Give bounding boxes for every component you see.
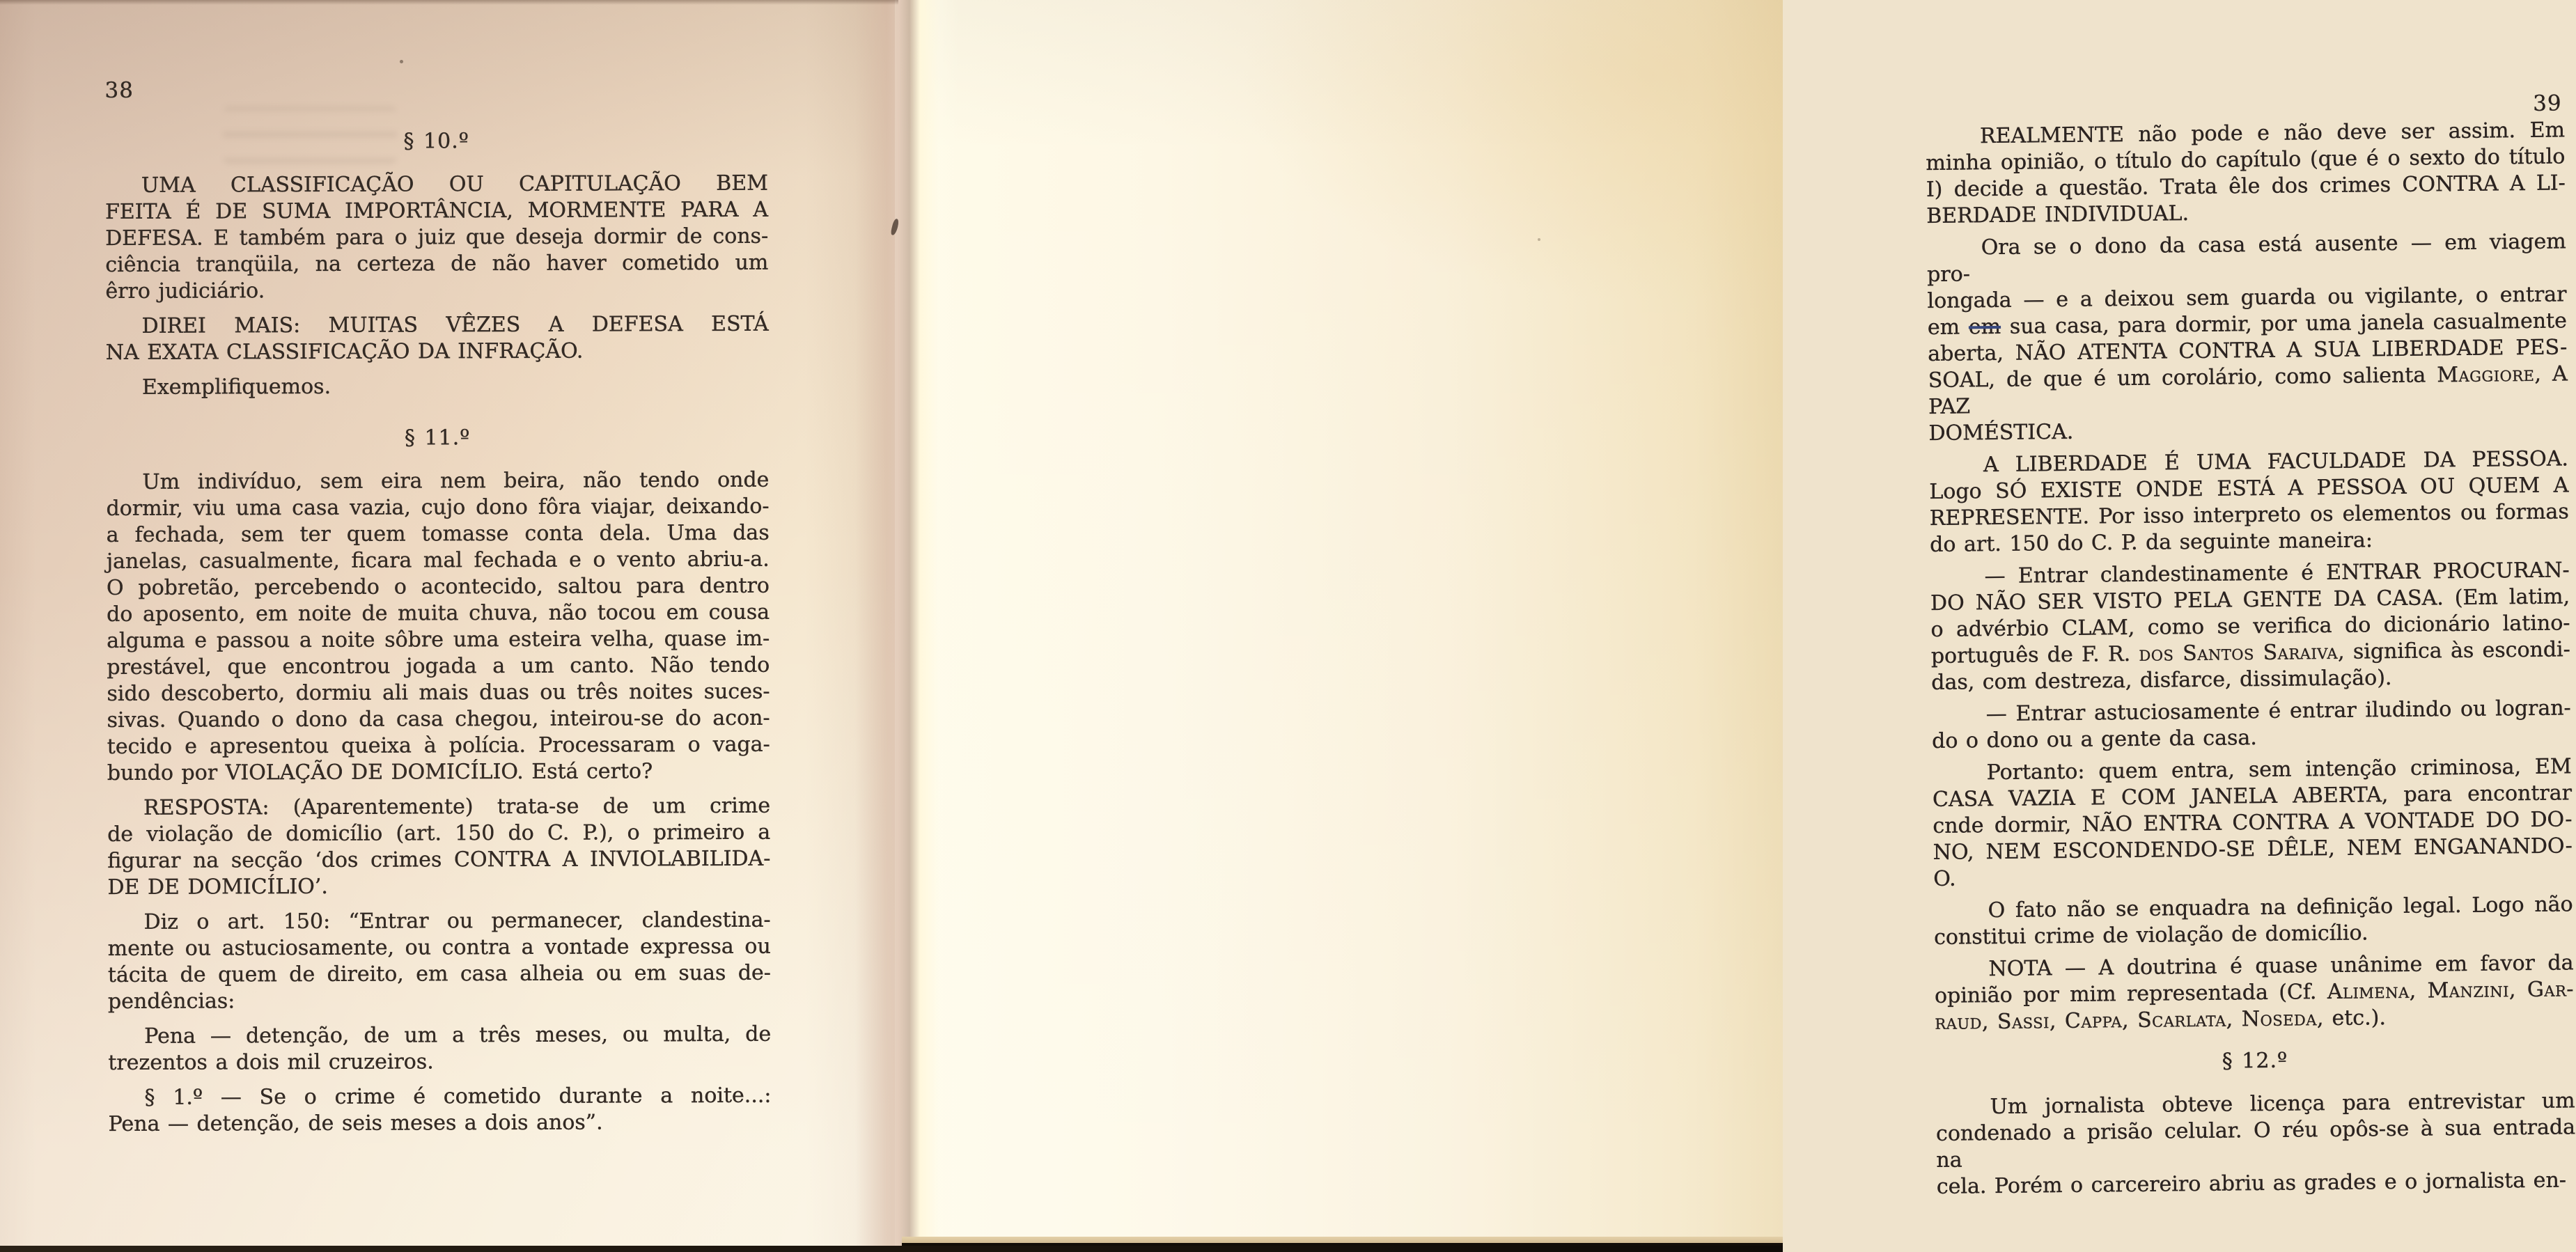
paragraph <box>1929 446 2570 558</box>
text-line <box>107 520 770 549</box>
text-line <box>107 679 770 707</box>
text-segment: sido descoberto, dormiu ali mais duas ou três noites suces- <box>107 679 770 706</box>
text-segment: sua casa, para dormir, por uma janela casualmente <box>2000 308 2568 339</box>
page-number-left: 38 <box>104 77 134 103</box>
text-line <box>107 793 770 822</box>
text-line <box>107 652 770 681</box>
text-segment: figurar na secção ‘dos crimes CONTRA A INVIOLABILIDA- <box>107 846 771 873</box>
text-line <box>105 224 768 252</box>
text-line <box>107 732 770 760</box>
paragraph <box>1934 950 2574 1036</box>
text-line <box>107 573 770 602</box>
section-heading: § 12.º <box>2222 1048 2288 1074</box>
text-line <box>107 846 770 875</box>
text-segment: condenado a prisão celular. O réu opôs-se à sua entrada na <box>1935 1115 2576 1173</box>
text-segment: bundo por VIOLAÇÃO DE DOMICÍLIO. Está certo? <box>107 759 653 785</box>
text-segment: REALMENTE não pode e não deve ser assim. Em <box>1979 118 2566 149</box>
paragraph <box>106 467 770 787</box>
text-line <box>108 934 771 962</box>
text-segment: do o dono ou a gente da casa. <box>1931 726 2257 753</box>
text-segment: trezentos a dois mil cruzeiros. <box>108 1049 434 1075</box>
paragraph <box>1932 695 2572 755</box>
paragraph <box>106 311 769 366</box>
text-segment: FEITA É DE SUMA IMPORTÂNCIA, MORMENTE PARA A <box>105 197 769 224</box>
text-line <box>105 197 768 226</box>
paragraph <box>1935 1088 2576 1200</box>
text-line <box>107 705 770 734</box>
text-segment: do art. 150 do C. P. da seguinte maneira: <box>1930 528 2373 557</box>
text-segment: DIREI MAIS: MUITAS VÊZES A DEFESA ESTÁ <box>141 311 769 338</box>
page-39-text <box>1926 117 2576 1200</box>
section-heading: § 10.º <box>403 129 469 154</box>
paragraph <box>107 793 771 901</box>
text-segment: O pobretão, percebendo o acontecido, saltou para dentro <box>106 573 770 600</box>
text-segment: janelas, casualmente, ficara mal fechada e o vento abriu-a. <box>106 547 770 574</box>
text-line <box>106 311 769 340</box>
text-segment: etc.). <box>2323 1005 2387 1031</box>
text-segment: I) decide a questão. Trata êle dos crimes CONTRA A LI- <box>1926 171 2566 202</box>
text-line <box>108 907 771 936</box>
text-line <box>1927 228 2567 288</box>
text-line <box>1936 1114 2576 1174</box>
text-segment: DO NÃO SER VISTO PELA GENTE DA CASA. (Em latim, <box>1930 584 2570 616</box>
page-39-content <box>1924 0 2576 1200</box>
text-segment: , A PAZ <box>1928 361 2568 419</box>
text-segment: tácita de quem de direito, em casa alheia ou em suas de- <box>107 960 771 987</box>
text-segment: mente ou astuciosamente, ou contra a vontade expressa ou <box>107 934 771 961</box>
text-segment: tecido e apresentou queixa à polícia. Processaram o vaga- <box>107 732 770 759</box>
text-segment: sivas. Quando o dono da casa chegou, inteirou-se do acon- <box>107 705 770 733</box>
paragraph <box>1926 117 2566 230</box>
text-segment: — Entrar clandestinamente é ENTRAR PROCURAN- <box>1984 558 2570 589</box>
text-segment: Diz o art. 150: “Entrar ou permanecer, clandestina- <box>143 907 771 934</box>
text-segment: êrro judiciário. <box>105 279 265 304</box>
text-line <box>105 171 768 199</box>
small-caps-name: raud, Sassi, Cappa, Scarlata, Noseda, <box>1935 1006 2325 1035</box>
paragraph <box>1932 753 2573 893</box>
text-segment: Um jornalista obteve licença para entrevistar um <box>1990 1088 2575 1120</box>
text-segment: das, com destreza, disfarce, dissimulação). <box>1931 666 2392 695</box>
text-segment: pendências: <box>107 989 235 1014</box>
text-line <box>106 494 769 522</box>
text-line <box>108 1048 771 1077</box>
text-segment: SOAL, de que é um corolário, como salienta <box>1928 363 2437 393</box>
text-segment: português de F. R. <box>1930 641 2139 668</box>
text-segment: constitui crime de violação de domicílio. <box>1933 921 2368 950</box>
paragraph <box>106 373 769 401</box>
text-line <box>108 987 771 1015</box>
small-caps-name: Alimena, Manzini, Gar- <box>2327 977 2575 1005</box>
paragraph <box>1930 557 2570 696</box>
text-segment: NO, NEM ESCONDENDO-SE DÊLE, NEM ENGANANDO-O. <box>1933 834 2573 891</box>
text-segment: Ora se o dono da casa está ausente — em viagem pro- <box>1926 229 2566 287</box>
page-38-text <box>105 127 772 1138</box>
text-segment: A LIBERDADE É UMA FACULDADE DA PESSOA. <box>1983 446 2569 478</box>
text-segment: Portanto: quem entra, sem intenção criminosa, EM <box>1986 754 2572 785</box>
text-line <box>108 1083 771 1111</box>
text-segment: prestável, que encontrou jogada a um canto. Não tendo <box>107 652 770 680</box>
paragraph <box>108 1022 771 1077</box>
page-38 <box>0 0 895 1252</box>
page-number-right: 39 <box>2532 91 2562 116</box>
text-segment: — Entrar astuciosamente é entrar iludindo ou logran- <box>1985 696 2571 727</box>
text-line <box>107 600 770 628</box>
text-segment: NA EXATA CLASSIFICAÇÃO DA INFRAÇÃO. <box>105 338 584 365</box>
text-line <box>108 960 771 989</box>
page-38-content <box>104 0 772 1138</box>
text-segment: DEFESA. E também para o juiz que deseja dormir de cons- <box>105 224 769 251</box>
text-segment: DOMÉSTICA. <box>1928 419 2074 446</box>
paragraph <box>108 1083 771 1138</box>
text-line <box>107 626 770 655</box>
text-segment: Pena — detenção, de seis meses a dois anos”. <box>108 1110 603 1136</box>
text-line <box>108 1022 771 1050</box>
text-line <box>106 338 769 366</box>
text-segment: Um indivíduo, sem eira nem beira, não tendo onde <box>142 467 770 494</box>
text-segment: RESPOSTA: (Aparentemente) trata-se de um crime <box>143 793 771 820</box>
text-segment: aberta, NÃO ATENTA CONTRA A SUA LIBERDADE PES- <box>1928 335 2568 366</box>
section-heading: § 11.º <box>404 425 471 451</box>
paragraph <box>1927 228 2568 447</box>
text-segment: O fato não se enquadra na definição legal. Logo não <box>1988 892 2573 923</box>
text-segment: REPRESENTE. Por isso interpreto os elementos ou formas <box>1929 499 2569 531</box>
text-segment: § 1.º — Se o crime é cometido durante a noite...: <box>144 1083 772 1110</box>
text-line <box>109 1109 772 1138</box>
text-line <box>105 276 768 305</box>
text-line <box>1933 833 2573 893</box>
text-segment: minha opinião, o título do capítulo (que é o sexto do título <box>1926 144 2566 175</box>
text-segment: NOTA — A doutrina é quase unânime em favor da <box>1988 950 2574 982</box>
small-caps-name: dos Santos Saraiva <box>2139 639 2339 666</box>
text-segment: UMA CLASSIFICAÇÃO OU CAPITULAÇÃO BEM <box>141 171 768 198</box>
text-segment: longada — e a deixou sem guarda ou vigilante, o entrar <box>1927 282 2567 313</box>
paragraph <box>1934 891 2574 951</box>
text-segment: Logo SÓ EXISTE ONDE ESTÁ A PESSOA OU QUEM A <box>1929 473 2569 504</box>
paragraph <box>108 907 772 1015</box>
text-line <box>106 373 769 401</box>
paragraph <box>105 171 769 305</box>
text-segment: Pena — detenção, de um a três meses, ou multa, de <box>144 1022 772 1049</box>
text-segment: o advérbio CLAM, como se verifica do dicionário latino- <box>1930 611 2570 642</box>
text-segment: BERDADE INDIVIDUAL. <box>1926 201 2189 228</box>
text-line <box>107 820 770 848</box>
text-segment: a fechada, sem ter quem tomasse conta dela. Uma das <box>106 520 770 547</box>
text-segment: do aposento, em noite de muita chuva, não tocou em cousa <box>107 600 770 627</box>
text-line <box>106 467 769 496</box>
text-segment: cela. Porém o carcereiro abriu as grades e o jornalista en- <box>1936 1168 2567 1199</box>
text-segment: cnde dormir, NÃO ENTRA CONTRA A VONTADE DO DO- <box>1933 807 2573 838</box>
text-segment: ciência tranqüila, na certeza de não haver cometido um <box>105 250 769 277</box>
text-line <box>107 547 770 575</box>
text-segment: alguma e passou a noite sôbre uma esteira velha, quase im- <box>107 626 770 653</box>
page-39 <box>895 0 2576 1252</box>
text-segment: de violação de domicílio (art. 150 do C. P.), o primeiro a <box>107 820 771 847</box>
text-segment: em <box>1927 315 1969 340</box>
text-line <box>107 873 770 901</box>
text-segment: opinião por mim representada (Cf. <box>1934 980 2328 1008</box>
text-segment: Exemplifiquemos. <box>141 374 331 400</box>
text-segment: , significa às escondi- <box>2337 637 2571 664</box>
text-line <box>107 758 770 787</box>
text-segment: CASA VAZIA E COM JANELA ABERTA, para encontrar <box>1932 781 2573 812</box>
text-segment: dormir, viu uma casa vazia, cujo dono fôra viajar, deixando- <box>106 494 770 521</box>
text-line <box>105 250 768 279</box>
small-caps-name: Maggiore <box>2437 361 2535 388</box>
pen-struck-word: em <box>1968 314 2001 340</box>
text-segment: DE DE DOMICÍLIO’. <box>107 874 328 900</box>
text-line <box>1928 361 2568 421</box>
